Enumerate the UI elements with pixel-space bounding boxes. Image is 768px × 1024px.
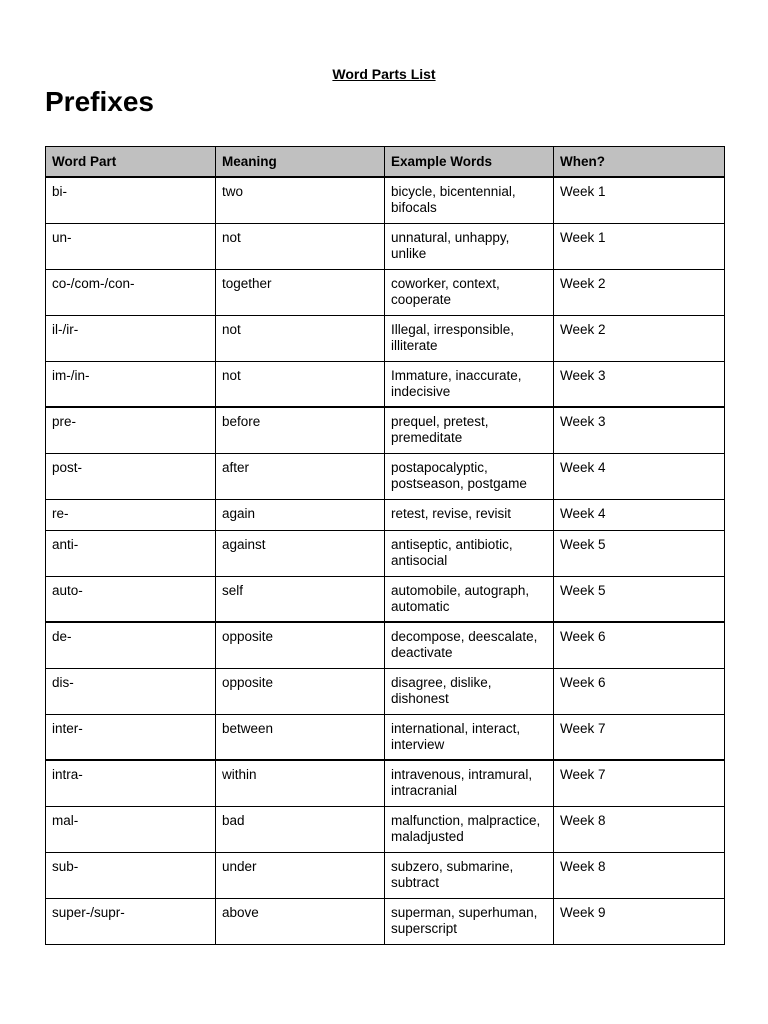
- cell-example-words: international, interact, interview: [385, 714, 554, 760]
- header-when: When?: [554, 147, 725, 178]
- cell-meaning: above: [216, 898, 385, 944]
- cell-when: Week 2: [554, 269, 725, 315]
- table-row: [46, 714, 725, 760]
- cell-word-part: anti-: [46, 530, 216, 576]
- cell-example-words: prequel, pretest, premeditate: [385, 407, 554, 453]
- cell-example-words: Illegal, irresponsible, illiterate: [385, 315, 554, 361]
- cell-example-words: intravenous, intramural, intracranial: [385, 760, 554, 806]
- cell-when: Week 5: [554, 530, 725, 576]
- table-row: [46, 806, 725, 852]
- header-example-words: Example Words: [385, 147, 554, 178]
- cell-word-part: re-: [46, 499, 216, 530]
- table-row: [46, 269, 725, 315]
- cell-word-part: im-/in-: [46, 361, 216, 407]
- cell-meaning: between: [216, 714, 385, 760]
- cell-word-part: bi-: [46, 177, 216, 223]
- cell-when: Week 7: [554, 760, 725, 806]
- table-row: [46, 453, 725, 499]
- table-row: [46, 177, 725, 223]
- cell-when: Week 8: [554, 852, 725, 898]
- cell-example-words: automobile, autograph, automatic: [385, 576, 554, 622]
- cell-example-words: unnatural, unhappy, unlike: [385, 223, 554, 269]
- cell-when: Week 9: [554, 898, 725, 944]
- header-word-part: Word Part: [46, 147, 216, 178]
- table-header-row: [46, 147, 725, 178]
- cell-meaning: opposite: [216, 622, 385, 668]
- cell-example-words: superman, superhuman, superscript: [385, 898, 554, 944]
- cell-when: Week 1: [554, 223, 725, 269]
- cell-meaning: not: [216, 223, 385, 269]
- cell-example-words: antiseptic, antibiotic, antisocial: [385, 530, 554, 576]
- cell-meaning: two: [216, 177, 385, 223]
- table-row: [46, 499, 725, 530]
- table-row: [46, 530, 725, 576]
- cell-meaning: not: [216, 315, 385, 361]
- document-title: Word Parts List: [332, 66, 436, 82]
- cell-example-words: decompose, deescalate, deactivate: [385, 622, 554, 668]
- cell-example-words: coworker, context, cooperate: [385, 269, 554, 315]
- cell-when: Week 6: [554, 622, 725, 668]
- cell-meaning: before: [216, 407, 385, 453]
- cell-when: Week 6: [554, 668, 725, 714]
- cell-meaning: under: [216, 852, 385, 898]
- cell-example-words: disagree, dislike, dishonest: [385, 668, 554, 714]
- table-row: [46, 668, 725, 714]
- cell-word-part: post-: [46, 453, 216, 499]
- cell-example-words: malfunction, malpractice, maladjusted: [385, 806, 554, 852]
- cell-meaning: against: [216, 530, 385, 576]
- cell-example-words: subzero, submarine, subtract: [385, 852, 554, 898]
- cell-example-words: postapocalyptic, postseason, postgame: [385, 453, 554, 499]
- cell-word-part: dis-: [46, 668, 216, 714]
- table-row: [46, 223, 725, 269]
- cell-meaning: not: [216, 361, 385, 407]
- table-row: [46, 898, 725, 944]
- cell-meaning: together: [216, 269, 385, 315]
- table-row: [46, 760, 725, 806]
- cell-word-part: un-: [46, 223, 216, 269]
- cell-example-words: Immature, inaccurate, indecisive: [385, 361, 554, 407]
- cell-meaning: within: [216, 760, 385, 806]
- cell-when: Week 3: [554, 407, 725, 453]
- cell-word-part: auto-: [46, 576, 216, 622]
- cell-word-part: mal-: [46, 806, 216, 852]
- cell-when: Week 4: [554, 499, 725, 530]
- table-row: [46, 576, 725, 622]
- cell-word-part: de-: [46, 622, 216, 668]
- table-row: [46, 407, 725, 453]
- section-heading-prefixes: Prefixes: [45, 86, 154, 117]
- cell-when: Week 8: [554, 806, 725, 852]
- cell-when: Week 1: [554, 177, 725, 223]
- cell-meaning: self: [216, 576, 385, 622]
- cell-word-part: co-/com-/con-: [46, 269, 216, 315]
- cell-meaning: bad: [216, 806, 385, 852]
- word-parts-table: [45, 146, 725, 945]
- header-meaning: Meaning: [216, 147, 385, 178]
- cell-when: Week 3: [554, 361, 725, 407]
- table-row: [46, 622, 725, 668]
- cell-word-part: sub-: [46, 852, 216, 898]
- cell-word-part: super-/supr-: [46, 898, 216, 944]
- cell-example-words: bicycle, bicentennial, bifocals: [385, 177, 554, 223]
- table-row: [46, 361, 725, 407]
- cell-word-part: pre-: [46, 407, 216, 453]
- cell-when: Week 5: [554, 576, 725, 622]
- cell-word-part: il-/ir-: [46, 315, 216, 361]
- table-row: [46, 315, 725, 361]
- cell-example-words: retest, revise, revisit: [385, 499, 554, 530]
- cell-meaning: after: [216, 453, 385, 499]
- cell-when: Week 2: [554, 315, 725, 361]
- cell-when: Week 4: [554, 453, 725, 499]
- cell-when: Week 7: [554, 714, 725, 760]
- cell-word-part: inter-: [46, 714, 216, 760]
- cell-meaning: again: [216, 499, 385, 530]
- table-row: [46, 852, 725, 898]
- table-body: [46, 177, 725, 944]
- cell-meaning: opposite: [216, 668, 385, 714]
- cell-word-part: intra-: [46, 760, 216, 806]
